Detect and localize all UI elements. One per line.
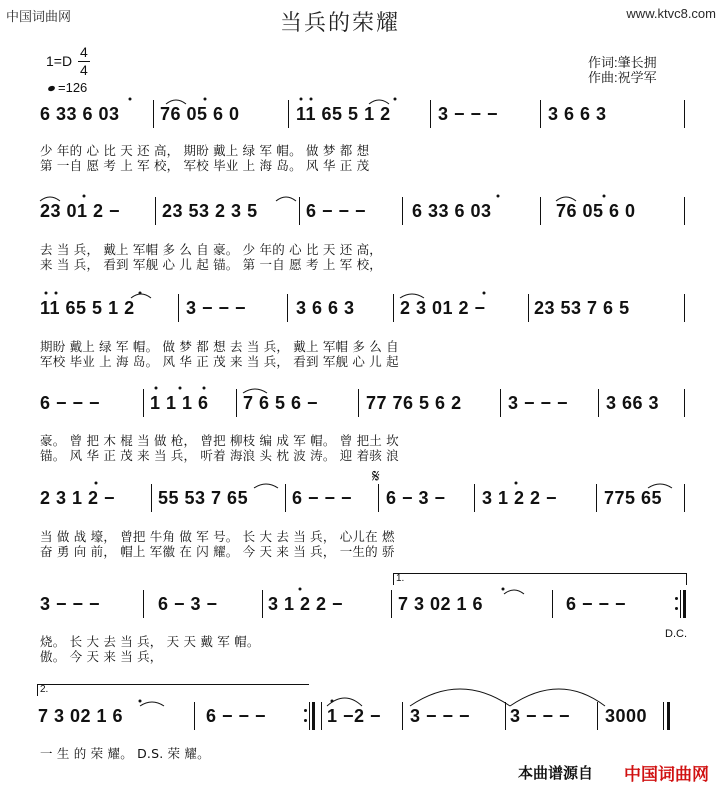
measure-5-5: 3 1 2 2 − bbox=[482, 488, 558, 508]
octave-dot bbox=[139, 292, 142, 295]
slur bbox=[166, 100, 186, 104]
segno-icon: 𝄋 bbox=[372, 466, 380, 487]
lyrics-5-verse-1: 当 做 战 壕， 曾把 牛角 做 军 号。 长 大 去 当 兵， 心儿在 燃 bbox=[40, 529, 395, 544]
measure-2-3: 6 − − − bbox=[306, 201, 367, 221]
measure-5-3: 6 − − − bbox=[292, 488, 353, 508]
octave-dot bbox=[310, 98, 313, 101]
octave-dot bbox=[203, 387, 206, 390]
composer-credit: 作曲:祝学军 bbox=[588, 70, 657, 85]
measure-7-4: 3 − − − bbox=[410, 706, 471, 726]
octave-dot bbox=[394, 98, 397, 101]
measure-1-5: 3 6 6 3 bbox=[548, 104, 607, 124]
octave-dot bbox=[179, 387, 182, 390]
measure-5-1: 2 3 1 2 − bbox=[40, 488, 116, 508]
lyrics-4-verse-1: 豪。 曾 把 木 棍 当 做 枪， 曾把 柳枝 编 成 军 帽。 曾 把土 坎 bbox=[40, 433, 399, 448]
slur bbox=[556, 197, 576, 201]
octave-dot bbox=[515, 482, 518, 485]
watermark-right: www.ktvc8.com bbox=[626, 6, 716, 21]
measure-7-6: 3000 bbox=[605, 706, 648, 726]
octave-dot bbox=[483, 292, 486, 295]
measure-1-3: 11 65 5 1 2 bbox=[296, 104, 391, 124]
lyrics-1-verse-2: 第 一自 愿 考 上 军 校， 军校 毕业 上 海 岛。 风 华 正 茂 bbox=[40, 158, 370, 173]
octave-dot bbox=[331, 700, 334, 703]
measure-4-5: 3 − − − bbox=[508, 393, 569, 413]
lyrics-4-verse-2: 锚。 风 华 正 茂 来 当 兵， 听着 海浪 头 枕 波 涛。 迎 着骇 浪 bbox=[40, 448, 399, 463]
song-title: 当兵的荣耀 bbox=[280, 11, 401, 36]
footer-site-link[interactable]: 中国词曲网 bbox=[624, 765, 709, 784]
watermark-left: 中国词曲网 bbox=[6, 9, 72, 24]
lyrics-5-verse-2: 奋 勇 向 前， 帽上 军徽 在 闪 耀。 今 天 来 当 兵， 一生的 骄 bbox=[40, 544, 395, 559]
measure-6-5: 6 − − − bbox=[566, 594, 627, 614]
lyrics-3-verse-2: 军校 毕业 上 海 岛。 风 华 正 茂 来 当 兵， 看到 军舰 心 儿 起 bbox=[40, 354, 399, 369]
lyrics-2-verse-1: 去 当 兵， 戴上 军帽 多 么 自 豪。 少 年的 心 比 天 还 高， bbox=[40, 242, 383, 257]
lyrics-7-verse-1: 一 生 的 荣 耀。 D.S. 荣 耀。 bbox=[40, 746, 210, 761]
tie bbox=[510, 689, 605, 706]
measure-4-1: 6 − − − bbox=[40, 393, 101, 413]
octave-dot bbox=[45, 292, 48, 295]
measure-2-2: 23 53 2 3 5 bbox=[162, 201, 258, 221]
measure-3-5: 23 53 7 6 5 bbox=[534, 298, 630, 318]
slur bbox=[140, 702, 164, 706]
octave-dot bbox=[83, 195, 86, 198]
octave-dot bbox=[139, 700, 142, 703]
slur bbox=[276, 197, 296, 201]
volta-1-label: 1. bbox=[396, 573, 405, 584]
time-numerator: 4 bbox=[80, 44, 88, 60]
measure-4-6: 3 66 3 bbox=[606, 393, 660, 413]
measure-6-3: 3 1 2 2 − bbox=[268, 594, 344, 614]
dc-marking: D.C. bbox=[665, 628, 687, 640]
octave-dot bbox=[55, 292, 58, 295]
octave-dot bbox=[502, 588, 505, 591]
lyrics-1-verse-1: 少 年的 心 比 天 还 高， 期盼 戴上 绿 军 帽。 做 梦 都 想 bbox=[40, 143, 370, 158]
slur bbox=[369, 100, 389, 104]
footer-source: 本曲谱源自 bbox=[518, 765, 594, 782]
key-signature: 1=D bbox=[46, 53, 73, 69]
time-denominator: 4 bbox=[80, 62, 88, 78]
slur bbox=[40, 197, 60, 201]
octave-dot bbox=[497, 195, 500, 198]
measure-3-2: 3 − − − bbox=[186, 298, 247, 318]
measure-3-4: 2 3 01 2 − bbox=[400, 298, 486, 318]
volta-2-label: 2. bbox=[40, 684, 49, 695]
octave-dot bbox=[299, 588, 302, 591]
lyrics-2-verse-2: 来 当 兵， 看到 军舰 心 儿 起 锚。 第 一自 愿 考 上 军 校， bbox=[40, 257, 383, 272]
octave-dot bbox=[129, 98, 132, 101]
measure-4-4: 77 76 5 6 2 bbox=[366, 393, 462, 413]
measure-7-1: 7 3 02 1 6 bbox=[38, 706, 124, 726]
measure-1-1: 6 33 6 03 bbox=[40, 104, 120, 124]
measure-3-3: 3 6 6 3 bbox=[296, 298, 355, 318]
tie bbox=[410, 689, 510, 706]
measure-7-2: 6 − − − bbox=[206, 706, 267, 726]
slur bbox=[243, 389, 267, 393]
measure-7-3: 1 −2 − bbox=[327, 706, 382, 726]
tempo-marking: =126 bbox=[58, 80, 88, 95]
measure-2-1: 23 01 2 − bbox=[40, 201, 121, 221]
slur bbox=[504, 590, 524, 594]
slur bbox=[131, 294, 151, 298]
measure-6-2: 6 − 3 − bbox=[158, 594, 218, 614]
octave-dot bbox=[95, 482, 98, 485]
measure-4-3: 7 6 5 6 − bbox=[243, 393, 319, 413]
measure-1-2: 76 05 6 0 bbox=[160, 104, 240, 124]
measure-4-2: 1 1 1 6 bbox=[150, 393, 209, 413]
octave-dot bbox=[155, 387, 158, 390]
measure-7-5: 3 − − − bbox=[510, 706, 571, 726]
lyrics-6-verse-2: 傲。 今 天 来 当 兵， bbox=[40, 649, 163, 664]
octave-dot bbox=[204, 98, 207, 101]
lyricist-credit: 作词:肇长拥 bbox=[588, 55, 657, 70]
octave-dot bbox=[603, 195, 606, 198]
octave-dot bbox=[300, 98, 303, 101]
measure-6-4: 7 3 02 1 6 bbox=[398, 594, 484, 614]
measure-6-1: 3 − − − bbox=[40, 594, 101, 614]
lyrics-3-verse-1: 期盼 戴上 绿 军 帽。 做 梦 都 想 去 当 兵， 戴上 军帽 多 么 自 bbox=[40, 339, 399, 354]
slur bbox=[648, 484, 672, 488]
slur bbox=[400, 294, 424, 298]
measure-5-6: 775 65 bbox=[604, 488, 663, 508]
measure-2-4: 6 33 6 03 bbox=[412, 201, 492, 221]
measure-5-2: 55 53 7 65 bbox=[158, 488, 249, 508]
measure-5-4: 6 − 3 − bbox=[386, 488, 446, 508]
lyrics-6-verse-1: 烧。 长 大 去 当 兵， 天 天 戴 军 帽。 bbox=[40, 634, 260, 649]
measure-3-1: 11 65 5 1 2 bbox=[40, 298, 135, 318]
measure-2-5: 76 05 6 0 bbox=[556, 201, 636, 221]
slur bbox=[254, 484, 278, 488]
measure-1-4: 3 − − − bbox=[438, 104, 499, 124]
